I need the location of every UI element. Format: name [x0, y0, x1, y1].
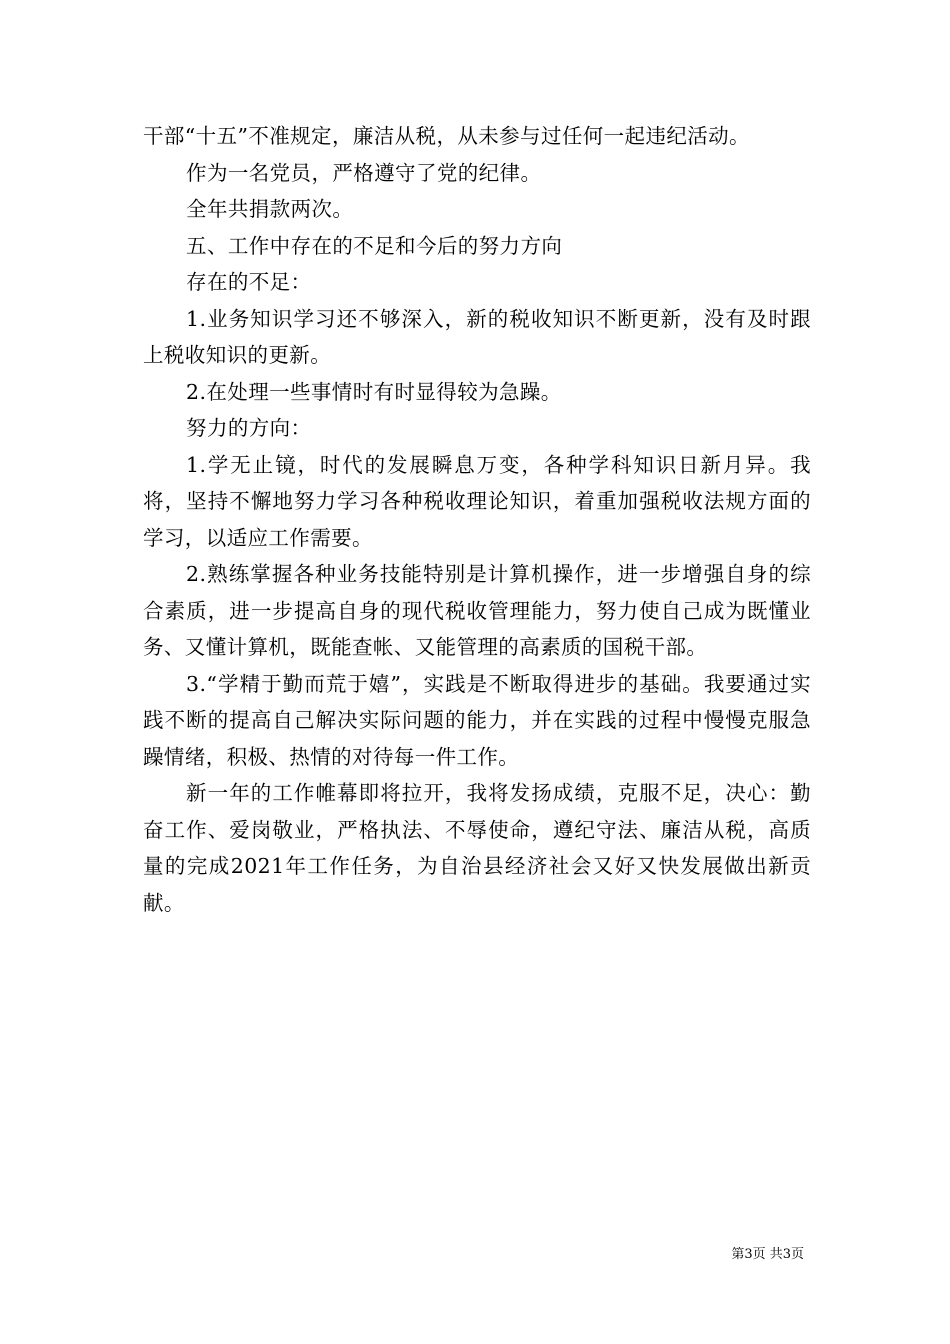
closing-paragraph: 新一年的工作帷幕即将拉开，我将发扬成绩，克服不足，决心：勤奋工作、爱岗敬业，严格执法、不辱使命，遵纪守法、廉洁从税，高质量的完成2021年工作任务，为自治县经济社会又好又快发展做出新贡献。	[143, 781, 811, 915]
subheading-direction: 努力的方向：	[186, 416, 312, 440]
direction-item-2: 2.熟练掌握各种业务技能特别是计算机操作，进一步增强自身的综合素质，进一步提高自身的现代税收管理能力，努力使自己成为既懂业务、又懂计算机，既能查帐、又能管理的高素质的国税干部。	[143, 562, 811, 659]
shortcoming-item-1: 1.业务知识学习还不够深入，新的税收知识不断更新，没有及时跟上税收知识的更新。	[143, 306, 811, 367]
paragraph-3: 全年共捐款两次。	[186, 197, 354, 221]
direction-item-1: 1.学无止镜，时代的发展瞬息万变，各种学科知识日新月异。我将，坚持不懈地努力学习各种税收理论知识，着重加强税收法规方面的学习，以适应工作需要。	[143, 452, 811, 550]
section-heading: 五、工作中存在的不足和今后的努力方向	[186, 233, 563, 258]
shortcoming-item-2: 2.在处理一些事情时有时显得较为急躁。	[186, 379, 562, 404]
direction-item-3: 3.“学精于勤而荒于嬉”，实践是不断取得进步的基础。我要通过实践不断的提高自己解决实际问题的能力，并在实践的过程中慢慢克服急躁情绪，积极、热情的对待每一件工作。	[143, 671, 811, 769]
paragraph-1: 干部“十五”不准规定，廉洁从税，从未参与过任何一起违纪活动。	[143, 124, 750, 148]
document-body	[143, 118, 811, 921]
subheading-shortcomings: 存在的不足：	[186, 270, 312, 294]
paragraph-2: 作为一名党员，严格遵守了党的纪律。	[186, 160, 542, 185]
page-number-footer: 第3页 共3页	[731, 1247, 804, 1262]
